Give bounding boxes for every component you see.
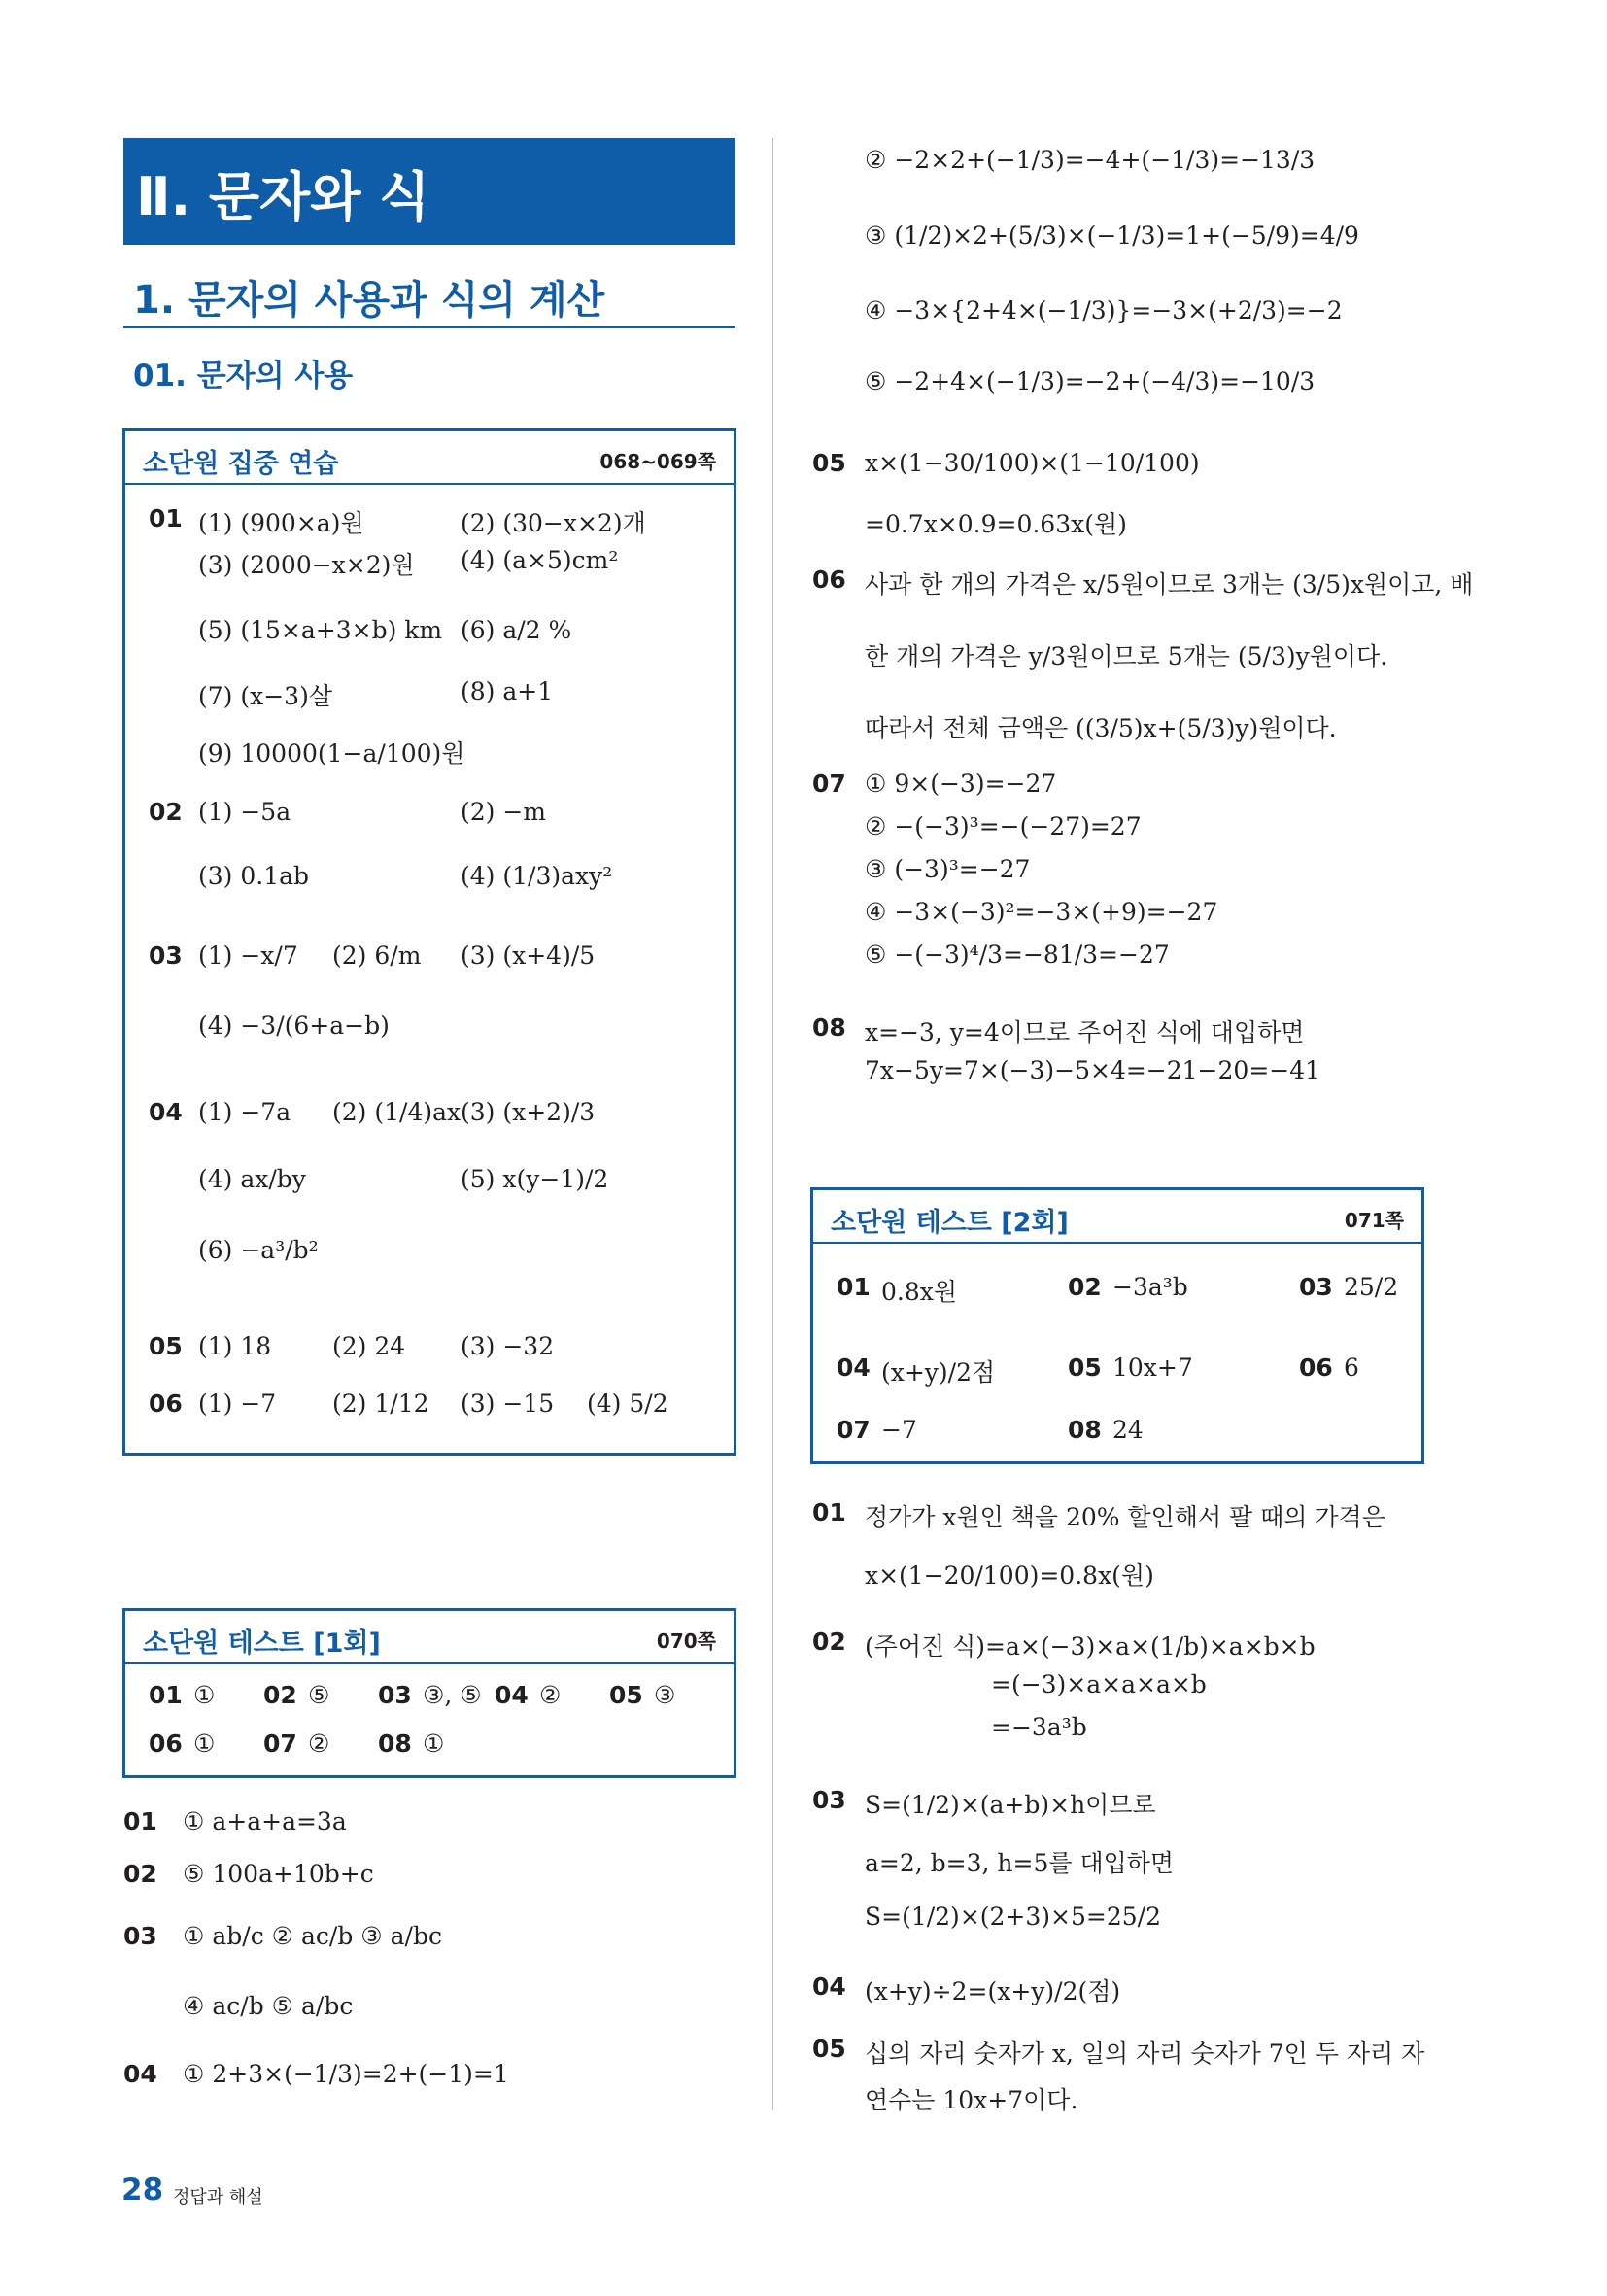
practice-answer: (9) 10000(1−a/100)원 — [198, 739, 465, 768]
solution-line: ④ −3×{2+4×(−1/3)}=−3×(+2/3)=−2 — [865, 296, 1343, 325]
practice-item-number: 05 — [149, 1332, 183, 1360]
practice-answer: (4) (1/3)axy² — [461, 862, 613, 890]
solution-line: x×(1−20/100)=0.8x(원) — [865, 1561, 1154, 1590]
test1-item-number: 02 — [263, 1681, 297, 1709]
solution-line: ④ ac/b ⑤ a/bc — [183, 1992, 354, 2020]
test2-item-number: 03 — [1299, 1273, 1333, 1301]
solution-line: (x+y)÷2=(x+y)/2(점) — [865, 1977, 1121, 2005]
test2-box-header — [813, 1190, 1421, 1244]
solution-line: ④ −3×(−3)²=−3×(+9)=−27 — [865, 898, 1218, 926]
solution-number: 04 — [812, 1972, 846, 2001]
test2-answer: −7 — [881, 1416, 917, 1444]
test1-item-number: 03 — [378, 1681, 412, 1709]
test2-answer: 0.8x원 — [881, 1278, 958, 1306]
solution-line: ③ (1/2)×2+(5/3)×(−1/3)=1+(−5/9)=4/9 — [865, 222, 1359, 250]
practice-answer: (2) (30−x×2)개 — [461, 509, 646, 537]
test1-item-number: 06 — [149, 1730, 183, 1758]
practice-answer-box — [122, 428, 736, 1456]
solution-line: 십의 자리 숫자가 x, 일의 자리 숫자가 7인 두 자리 자 — [865, 2039, 1425, 2068]
solution-line: ① ab/c ② ac/b ③ a/bc — [183, 1922, 442, 1950]
solution-number: 06 — [812, 565, 846, 594]
practice-answer: (3) (x+2)/3 — [461, 1098, 596, 1126]
practice-item-number: 01 — [149, 504, 183, 532]
test1-item-number: 01 — [149, 1681, 183, 1709]
solution-number: 02 — [123, 1860, 157, 1888]
practice-answer: (1) −x/7 — [198, 942, 298, 970]
test1-answer: ① — [423, 1730, 445, 1758]
practice-answer: (1) 18 — [198, 1332, 272, 1360]
practice-answer: (2) 24 — [332, 1332, 406, 1360]
footer-label: 정답과 해설 — [173, 2187, 263, 2208]
test1-item-number: 04 — [495, 1681, 529, 1709]
practice-answer: (6) −a³/b² — [198, 1236, 319, 1264]
solution-number: 01 — [812, 1498, 846, 1526]
practice-answer: (1) −7 — [198, 1389, 277, 1418]
practice-answer: (8) a+1 — [461, 677, 554, 705]
solution-line: a=2, b=3, h=5를 대입하면 — [865, 1849, 1175, 1877]
test2-answer: 10x+7 — [1112, 1354, 1193, 1382]
practice-answer: (4) 5/2 — [587, 1389, 668, 1418]
solution-line: ⑤ −(−3)⁴/3=−81/3=−27 — [865, 941, 1170, 969]
page-number: 28 — [121, 2173, 164, 2208]
solution-line: 연수는 10x+7이다. — [865, 2086, 1078, 2114]
practice-answer: (2) −m — [461, 798, 547, 826]
solution-line: x=−3, y=4이므로 주어진 식에 대입하면 — [865, 1018, 1305, 1046]
practice-answer: (1) (900×a)원 — [198, 509, 364, 537]
solution-number: 03 — [812, 1786, 846, 1814]
test1-box-header — [125, 1611, 734, 1664]
solution-line: 한 개의 가격은 y/3원이므로 5개는 (5/3)y원이다. — [865, 642, 1388, 670]
practice-answer: (3) (2000−x×2)원 — [198, 551, 415, 579]
practice-answer: (2) 6/m — [332, 942, 422, 970]
test2-answer: (x+y)/2점 — [881, 1358, 996, 1387]
practice-answer: (5) (15×a+3×b) km — [198, 616, 443, 644]
solution-number: 04 — [123, 2060, 157, 2088]
test1-box-pages: 070쪽 — [656, 1629, 716, 1653]
solution-line: ⑤ 100a+10b+c — [183, 1860, 374, 1888]
practice-box-pages: 068~069쪽 — [599, 450, 716, 473]
column-divider — [772, 138, 773, 2110]
solution-line: S=(1/2)×(2+3)×5=25/2 — [865, 1902, 1161, 1931]
section-divider — [123, 326, 735, 328]
solution-line: ② −2×2+(−1/3)=−4+(−1/3)=−13/3 — [865, 146, 1316, 174]
practice-answer: (3) −15 — [461, 1389, 555, 1418]
test2-answer: 25/2 — [1344, 1273, 1399, 1301]
solution-line: S=(1/2)×(a+b)×h이므로 — [865, 1791, 1156, 1819]
test1-answer: ① — [193, 1730, 216, 1758]
test1-answer: ① — [193, 1681, 216, 1709]
practice-box-header — [125, 431, 734, 485]
solution-line: ③ (−3)³=−27 — [865, 855, 1031, 883]
solution-number: 02 — [812, 1628, 846, 1656]
solution-number: 05 — [812, 2035, 846, 2063]
practice-answer: (7) (x−3)살 — [198, 682, 332, 710]
practice-answer: (2) 1/12 — [332, 1389, 429, 1418]
practice-answer: (3) (x+4)/5 — [461, 942, 596, 970]
practice-answer: (3) −32 — [461, 1332, 555, 1360]
test2-item-number: 04 — [837, 1354, 871, 1382]
test1-item-number: 07 — [263, 1730, 297, 1758]
solution-line: ② −(−3)³=−(−27)=27 — [865, 812, 1142, 840]
practice-answer: (1) −5a — [198, 798, 291, 826]
solution-number: 08 — [812, 1013, 846, 1042]
solution-number: 03 — [123, 1922, 157, 1950]
test2-item-number: 05 — [1068, 1354, 1102, 1382]
subsection-title: 01. 문자의 사용 — [133, 359, 354, 394]
test2-box-title: 소단원 테스트 [2회] — [831, 1208, 1069, 1238]
solution-line: 7x−5y=7×(−3)−5×4=−21−20=−41 — [865, 1056, 1321, 1084]
solution-line: 사과 한 개의 가격은 x/5원이므로 3개는 (3/5)x원이고, 배 — [865, 570, 1474, 599]
test2-answer: 6 — [1344, 1354, 1359, 1382]
solution-line: ① 2+3×(−1/3)=2+(−1)=1 — [183, 2060, 509, 2088]
practice-item-number: 02 — [149, 798, 183, 826]
solution-number: 07 — [812, 770, 846, 798]
practice-item-number: 06 — [149, 1389, 183, 1418]
solution-number: 01 — [123, 1807, 157, 1835]
solution-line: ① 9×(−3)=−27 — [865, 770, 1057, 798]
practice-answer: (6) a/2 % — [461, 616, 572, 644]
test2-box-pages: 071쪽 — [1344, 1209, 1404, 1232]
test2-item-number: 08 — [1068, 1416, 1102, 1444]
solution-line: =(−3)×a×a×a×b — [991, 1670, 1207, 1698]
test1-answer: ⑤ — [308, 1681, 330, 1709]
test1-item-number: 05 — [609, 1681, 643, 1709]
test2-item-number: 06 — [1299, 1354, 1333, 1382]
solution-line: =0.7x×0.9=0.63x(원) — [865, 510, 1127, 538]
practice-answer: (1) −7a — [198, 1098, 291, 1126]
section-title: 1. 문자의 사용과 식의 계산 — [133, 278, 605, 323]
test2-answer: −3a³b — [1112, 1273, 1188, 1301]
practice-box-title: 소단원 집중 연습 — [143, 449, 339, 479]
practice-item-number: 03 — [149, 942, 183, 970]
test1-answer: ③, ⑤ — [423, 1681, 482, 1709]
practice-answer: (4) ax/by — [198, 1165, 306, 1193]
practice-answer: (4) −3/(6+a−b) — [198, 1011, 390, 1040]
test2-item-number: 01 — [837, 1273, 871, 1301]
practice-answer: (2) (1/4)ax — [332, 1098, 462, 1126]
practice-answer: (3) 0.1ab — [198, 862, 310, 890]
test1-answer: ③ — [654, 1681, 676, 1709]
chapter-title: Ⅱ. 문자와 식 — [136, 166, 430, 227]
test2-answer-box — [810, 1187, 1424, 1464]
test1-answer: ② — [308, 1730, 330, 1758]
solution-line: =−3a³b — [991, 1713, 1087, 1741]
solution-line: 따라서 전체 금액은 ((3/5)x+(5/3)y)원이다. — [865, 714, 1337, 742]
solution-number: 05 — [812, 449, 846, 477]
practice-answer: (5) x(y−1)/2 — [461, 1165, 609, 1193]
solution-line: 정가가 x원인 책을 20% 할인해서 팔 때의 가격은 — [865, 1503, 1385, 1531]
solution-line: (주어진 식)=a×(−3)×a×(1/b)×a×b×b — [865, 1632, 1316, 1661]
test1-answer: ② — [539, 1681, 562, 1709]
practice-item-number: 04 — [149, 1098, 183, 1126]
test2-answer: 24 — [1112, 1416, 1144, 1444]
test2-item-number: 07 — [837, 1416, 871, 1444]
test1-item-number: 08 — [378, 1730, 412, 1758]
test1-answer-box — [122, 1608, 736, 1778]
test1-box-title: 소단원 테스트 [1회] — [143, 1628, 381, 1659]
solution-line: ① a+a+a=3a — [183, 1807, 347, 1835]
solution-line: ⑤ −2+4×(−1/3)=−2+(−4/3)=−10/3 — [865, 367, 1316, 395]
test2-item-number: 02 — [1068, 1273, 1102, 1301]
practice-answer: (4) (a×5)cm² — [461, 546, 619, 574]
solution-line: x×(1−30/100)×(1−10/100) — [865, 449, 1200, 477]
